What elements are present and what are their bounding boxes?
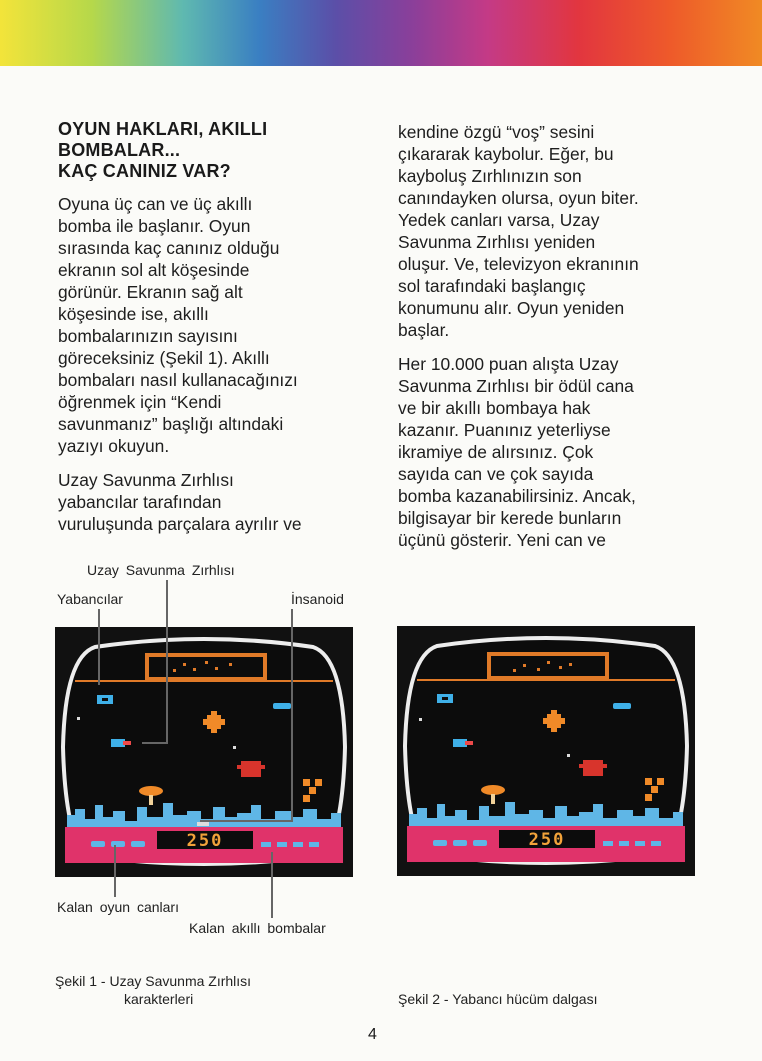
text-line: bilgisayar bir kerede bunların [398, 508, 622, 528]
leader-line-bombs [271, 852, 273, 918]
text-line: vuruluşunda parçalara ayrılır ve [58, 514, 302, 534]
heading-line: OYUN HAKLARI, AKILLI [58, 119, 268, 139]
rainbow-header-band [0, 0, 762, 66]
lives-icons [91, 841, 145, 847]
figure2-game-art [397, 626, 695, 876]
heading-line: KAÇ CANINIZ VAR? [58, 161, 231, 181]
right-column [398, 121, 708, 551]
text-line: görünür. Ekranın sağ alt [58, 282, 243, 302]
text-line: kazanır. Puanınız yeterliyse [398, 420, 611, 440]
text-line: savunmanız” başlığı altındaki [58, 414, 284, 434]
page-number: 4 [368, 1026, 377, 1043]
paragraph-bonus-points [398, 353, 708, 551]
alien-baiter-icon [613, 703, 631, 709]
text-line: Her 10.000 puan alışta Uzay [398, 354, 619, 374]
text-line: köşesinde ise, akıllı [58, 304, 209, 324]
label-defender-ship: Uzay Savunma Zırhlısı [87, 562, 235, 578]
text-line: konumunu alır. Oyun yeniden [398, 298, 625, 318]
figure1-caption: Şekil 1 - Uzay Savunma Zırhlısı [55, 973, 252, 989]
text-line: sırasında kaç canınız olduğu [58, 238, 280, 258]
label-humanoid: İnsanoid [291, 591, 344, 607]
label-smart-bombs-remaining: Kalan akıllı bombalar [189, 920, 326, 936]
score-text: 250 [186, 831, 224, 851]
text-line: üçünü gösterir. Yeni can ve [398, 530, 606, 550]
heading-line: BOMBALAR... [58, 140, 181, 160]
label-aliens: Yabancılar [57, 591, 123, 607]
text-line: yabancılar tarafından [58, 492, 222, 512]
text-line: ekranın sol alt köşesinde [58, 260, 250, 280]
lives-icons [433, 840, 487, 846]
text-line: canındayken olursa, oyun biter. [398, 188, 639, 208]
scanner-line [75, 680, 333, 682]
leader-line-ship [166, 580, 168, 744]
text-line: ve bir akıllı bombaya hak [398, 398, 591, 418]
text-line: Yedek canları varsa, Uzay [398, 210, 600, 230]
scanner-line [417, 679, 675, 681]
text-line: Savunma Zırhlısı bir ödül cana [398, 376, 634, 396]
leader-line-humanoid-arrow [200, 820, 292, 822]
alien-baiter-icon [273, 703, 291, 709]
text-line: kayboluş Zırhlınızın son [398, 166, 582, 186]
text-line: bombaları nasıl kullanacağınızı [58, 370, 298, 390]
text-line: sayıda can ve çok sayıda [398, 464, 594, 484]
text-line: göreceksiniz (Şekil 1). Akıllı [58, 348, 270, 368]
paragraph-lives-bombs [58, 193, 358, 457]
text-line: Savunma Zırhlısı yeniden [398, 232, 596, 252]
figure1-caption-line2: karakterleri [124, 991, 194, 1007]
figure2-screen [397, 626, 695, 876]
text-line: Uzay Savunma Zırhlısı [58, 470, 234, 490]
leader-line-humanoid [291, 609, 293, 822]
text-line: Oyuna üç can ve üç akıllı [58, 194, 253, 214]
paragraph-ship-destroyed [58, 469, 358, 535]
left-column [58, 193, 358, 535]
text-line: yazıyı okuyun. [58, 436, 170, 456]
text-line: kendine özgü “voş” sesini [398, 122, 595, 142]
label-lives-remaining: Kalan oyun canları [57, 899, 179, 915]
leader-line-lives [114, 845, 116, 897]
text-line: sol tarafındaki başlangıç [398, 276, 586, 296]
text-line: çıkararak kaybolur. Eğer, bu [398, 144, 614, 164]
paragraph-ship-vanishes [398, 121, 708, 341]
text-line: bombalarınızın sayısını [58, 326, 238, 346]
section-heading [58, 119, 358, 182]
alien-mutant-icon [237, 761, 265, 777]
text-line: oluşur. Ve, televizyon ekranının [398, 254, 639, 274]
text-line: öğrenmek için “Kendi [58, 392, 222, 412]
figure2-caption: Şekil 2 - Yabancı hücüm dalgası [398, 991, 598, 1007]
leader-line-ship-arrow [142, 742, 168, 744]
text-line: bomba ile başlanır. Oyun [58, 216, 251, 236]
text-line: bomba kazanabilirsiniz. Ancak, [398, 486, 636, 506]
text-line: ikramiye de alırsınız. Çok [398, 442, 594, 462]
alien-mutant-icon [579, 760, 607, 776]
leader-line-aliens [98, 609, 100, 685]
text-line: başlar. [398, 320, 450, 340]
score-text: 250 [528, 830, 566, 850]
